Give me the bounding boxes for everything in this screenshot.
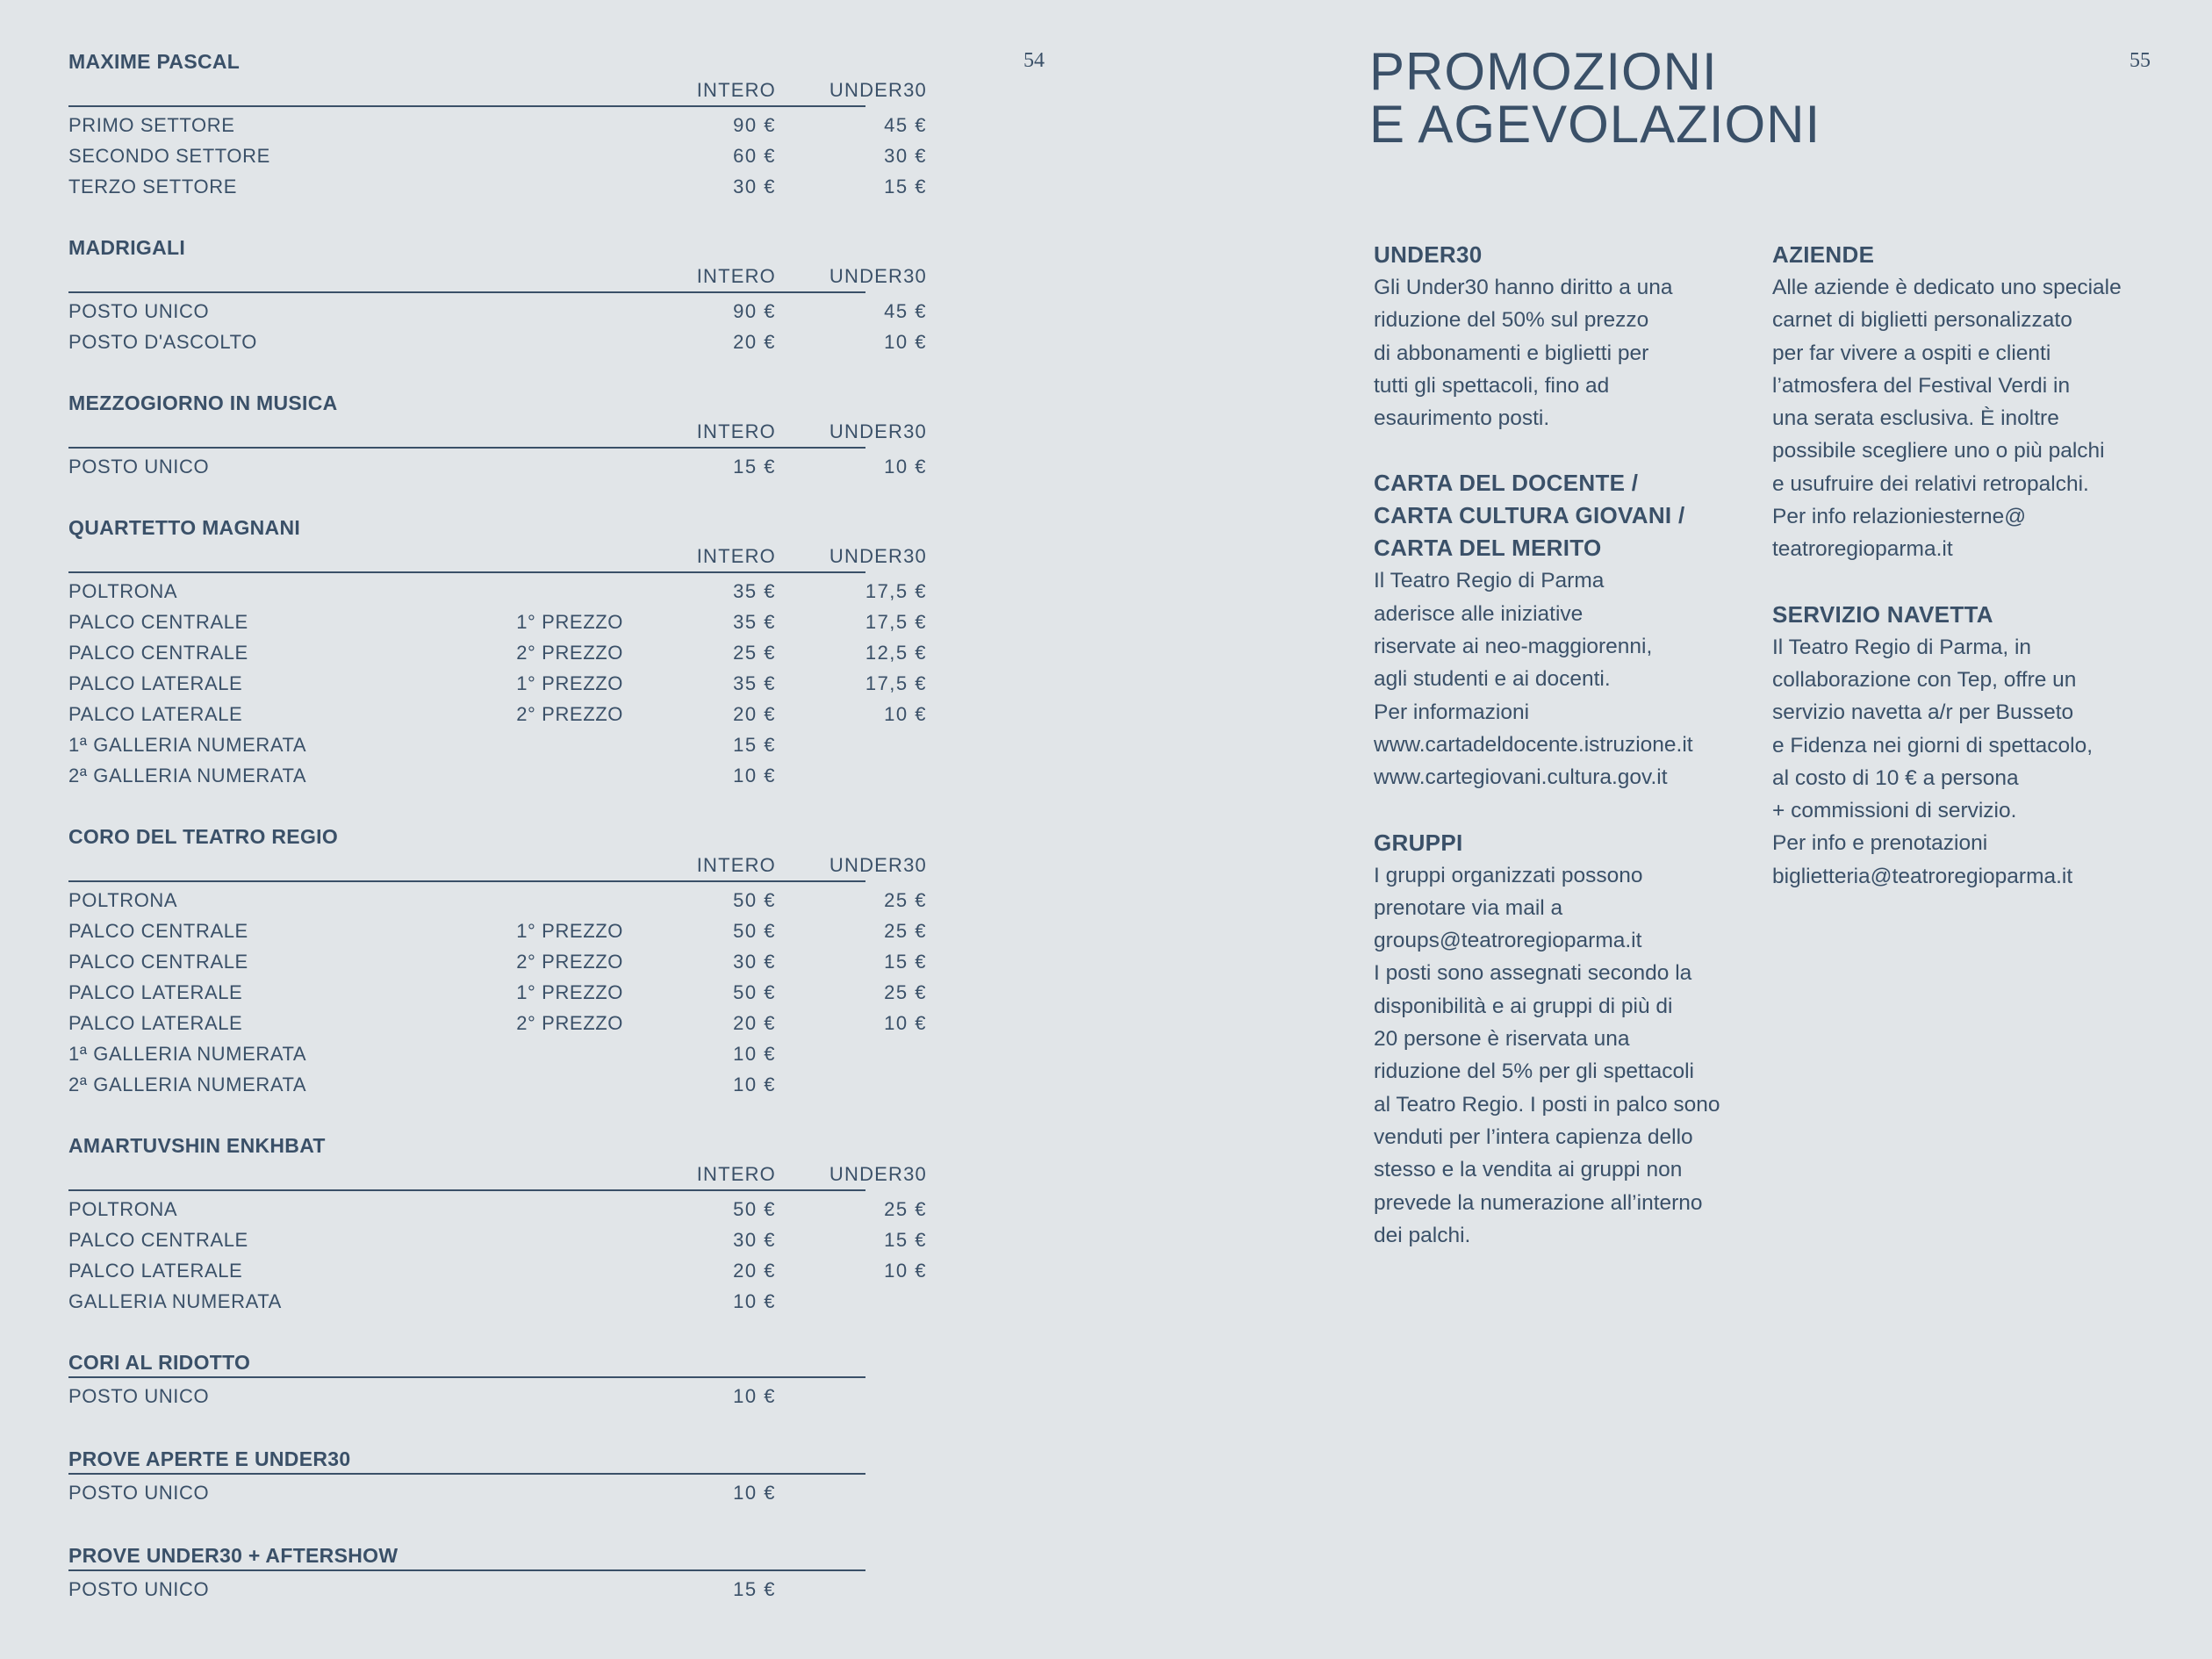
column-header-row	[68, 1160, 927, 1191]
price-under30: 25 €	[884, 1198, 927, 1220]
promo-text-line: dei palchi.	[1374, 1223, 1471, 1247]
column-header-intero: INTERO	[696, 1163, 776, 1185]
price-row	[68, 946, 927, 977]
price-row	[68, 110, 927, 140]
price-under30: 30 €	[884, 145, 927, 167]
price-intero: 15 €	[733, 1578, 776, 1600]
section-title: MEZZOGIORNO IN MUSICA	[68, 391, 338, 414]
price-row	[68, 637, 927, 668]
column-header-intero: INTERO	[696, 79, 776, 101]
promo-block	[1374, 467, 1751, 794]
seat-type: PALCO CENTRALE	[68, 951, 248, 973]
column-header-under30: UNDER30	[829, 79, 927, 101]
price-intero: 15 €	[733, 734, 776, 756]
price-intero: 50 €	[733, 981, 776, 1003]
promo-text-line: Per informazioni	[1374, 700, 1530, 724]
price-under30: 10 €	[884, 1012, 927, 1034]
promo-text-line: possibile scegliere uno o più palchi	[1772, 439, 2105, 463]
section-title: PROVE UNDER30 + AFTERSHOW	[68, 1541, 865, 1571]
seat-type: SECONDO SETTORE	[68, 145, 270, 167]
price-intero: 90 €	[733, 114, 776, 136]
price-row	[68, 1477, 865, 1508]
seat-type: PALCO LATERALE	[68, 703, 243, 725]
section-title: CORO DEL TEATRO REGIO	[68, 825, 339, 848]
promo-text-line: servizio navetta a/r per Busseto	[1772, 700, 2074, 725]
price-section	[68, 47, 927, 202]
promo-heading: CARTA DEL MERITO	[1374, 535, 1602, 562]
promo-text-line: e Fidenza nei giorni di spettacolo,	[1772, 733, 2093, 758]
price-intero: 20 €	[733, 1012, 776, 1034]
seat-type: 2ª GALLERIA NUMERATA	[68, 1074, 307, 1095]
price-section	[68, 1348, 865, 1411]
promo-text-line: Per info relazioniesterne@	[1772, 505, 2027, 529]
promo-block	[1374, 827, 1751, 1253]
promo-text-line: di abbonamenti e biglietti per	[1374, 341, 1649, 365]
price-under30: 25 €	[884, 889, 927, 911]
promo-text-line: Gli Under30 hanno diritto a una	[1374, 276, 1673, 299]
price-tier: 2° PREZZO	[516, 703, 623, 725]
column-header-under30: UNDER30	[829, 265, 927, 287]
price-under30: 10 €	[884, 331, 927, 353]
promo-text-line: Il Teatro Regio di Parma, in	[1772, 635, 2032, 659]
price-intero: 35 €	[733, 611, 776, 633]
price-under30: 10 €	[884, 456, 927, 478]
price-row	[68, 729, 865, 760]
price-intero: 10 €	[733, 765, 776, 786]
promo-heading: CARTA CULTURA GIOVANI /	[1374, 502, 1685, 529]
promo-text-line: per far vivere a ospiti e clienti	[1772, 341, 2051, 365]
price-intero: 35 €	[733, 672, 776, 694]
price-row	[68, 1255, 927, 1286]
promo-text-line: prenotare via mail a	[1374, 895, 1563, 920]
price-row	[68, 977, 927, 1008]
price-under30: 17,5 €	[865, 611, 927, 633]
promo-heading: CARTA DEL DOCENTE /	[1374, 470, 1639, 497]
column-header-row	[68, 262, 927, 293]
price-intero: 10 €	[733, 1074, 776, 1095]
seat-type: POSTO UNICO	[68, 456, 210, 478]
price-intero: 50 €	[733, 1198, 776, 1220]
section-title: PROVE APERTE E UNDER30	[68, 1445, 865, 1475]
price-section	[68, 1445, 865, 1508]
price-intero: 50 €	[733, 889, 776, 911]
promo-title-line: E AGEVOLAZIONI	[1369, 95, 1821, 154]
promo-text-line: riduzione del 5% per gli spettacoli	[1374, 1059, 1694, 1084]
column-header-intero: INTERO	[696, 545, 776, 567]
price-intero: 50 €	[733, 920, 776, 942]
price-intero: 10 €	[733, 1385, 776, 1407]
price-section	[68, 233, 927, 357]
promo-text-line: una serata esclusiva. È inoltre	[1772, 406, 2059, 431]
promo-text-line: al costo di 10 € a persona	[1772, 765, 2019, 790]
seat-type: POSTO UNICO	[68, 300, 210, 322]
price-row	[68, 885, 927, 916]
promo-text-line: riservate ai neo-maggiorenni,	[1374, 635, 1653, 659]
price-intero: 15 €	[733, 456, 776, 478]
seat-type: PALCO LATERALE	[68, 672, 243, 694]
price-row	[68, 451, 927, 482]
seat-type: PRIMO SETTORE	[68, 114, 235, 136]
seat-type: PALCO LATERALE	[68, 1260, 243, 1282]
seat-type: POSTO UNICO	[68, 1482, 210, 1504]
price-section	[68, 514, 927, 791]
promo-text-line: tutti gli spettacoli, fino ad	[1374, 373, 1610, 398]
seat-type: POLTRONA	[68, 1198, 178, 1220]
price-row	[68, 607, 927, 637]
promo-text-line: groups@teatroregioparma.it	[1374, 929, 1642, 953]
price-under30: 15 €	[884, 176, 927, 198]
seat-type: PALCO CENTRALE	[68, 611, 248, 633]
price-intero: 20 €	[733, 1260, 776, 1282]
column-header-row	[68, 75, 927, 107]
promo-text-line: disponibilità e ai gruppi di più di	[1374, 994, 1673, 1018]
promo-block	[1374, 239, 1751, 434]
promo-heading: AZIENDE	[1772, 241, 1875, 268]
price-section	[68, 822, 927, 1100]
promo-column-left	[1374, 239, 1751, 1284]
promo-text-line: I posti sono assegnati secondo la	[1374, 961, 1692, 986]
price-tier: 1° PREZZO	[516, 611, 623, 633]
seat-type: PALCO CENTRALE	[68, 1229, 248, 1251]
price-under30: 15 €	[884, 951, 927, 973]
price-under30: 25 €	[884, 981, 927, 1003]
page-number-right: 55	[2129, 49, 2151, 72]
price-row	[68, 668, 927, 699]
column-header-under30: UNDER30	[829, 545, 927, 567]
price-intero: 10 €	[733, 1482, 776, 1504]
promo-title-line: PROMOZIONI	[1369, 42, 1718, 101]
promo-block	[1772, 599, 2185, 893]
price-tier: 2° PREZZO	[516, 1012, 623, 1034]
seat-type: 1ª GALLERIA NUMERATA	[68, 734, 307, 756]
column-header-under30: UNDER30	[829, 420, 927, 442]
promo-text-line: Per info e prenotazioni	[1772, 831, 1988, 856]
price-row	[68, 760, 865, 791]
column-header-intero: INTERO	[696, 420, 776, 442]
column-header-row	[68, 851, 927, 882]
price-intero: 30 €	[733, 951, 776, 973]
price-under30: 45 €	[884, 114, 927, 136]
price-row	[68, 1574, 865, 1605]
price-intero: 20 €	[733, 703, 776, 725]
price-under30: 10 €	[884, 703, 927, 725]
promo-text-line: venduti per l’intera capienza dello	[1374, 1124, 1693, 1149]
promo-text-line: biglietteria@teatroregioparma.it	[1772, 864, 2073, 888]
price-tier: 1° PREZZO	[516, 981, 623, 1003]
seat-type: 1ª GALLERIA NUMERATA	[68, 1043, 307, 1065]
column-header-row	[68, 417, 927, 449]
seat-type: PALCO LATERALE	[68, 1012, 243, 1034]
promo-text-line: teatroregioparma.it	[1772, 537, 1953, 562]
price-intero: 35 €	[733, 580, 776, 602]
section-title: AMARTUVSHIN ENKHBAT	[68, 1134, 326, 1157]
section-title: QUARTETTO MAGNANI	[68, 516, 301, 539]
price-row	[68, 1008, 927, 1038]
price-row	[68, 916, 927, 946]
price-under30: 17,5 €	[865, 580, 927, 602]
price-row	[68, 1069, 865, 1100]
price-intero: 90 €	[733, 300, 776, 322]
price-row	[68, 296, 927, 327]
promo-text-line: I gruppi organizzati possono	[1374, 863, 1643, 887]
section-title: MAXIME PASCAL	[68, 50, 241, 73]
price-row	[68, 1224, 927, 1255]
promo-text-line: collaborazione con Tep, offre un	[1772, 667, 2077, 692]
promo-column-right	[1772, 239, 2185, 925]
promo-text-line: riduzione del 50% sul prezzo	[1374, 308, 1649, 333]
price-section	[68, 1541, 865, 1605]
price-tier: 2° PREZZO	[516, 951, 623, 973]
promo-text-line: prevede la numerazione all’interno	[1374, 1190, 1703, 1215]
price-intero: 10 €	[733, 1290, 776, 1312]
price-row	[68, 140, 927, 171]
column-header-intero: INTERO	[696, 265, 776, 287]
promo-text-line: www.cartegiovani.cultura.gov.it	[1374, 765, 1668, 790]
promo-text-line: e usufruire dei relativi retropalchi.	[1772, 471, 2089, 496]
price-intero: 20 €	[733, 331, 776, 353]
price-row	[68, 327, 927, 357]
promo-text-line: 20 persone è riservata una	[1374, 1027, 1630, 1052]
seat-type: GALLERIA NUMERATA	[68, 1290, 282, 1312]
price-row	[68, 1286, 865, 1317]
column-header-intero: INTERO	[696, 854, 776, 876]
price-list	[68, 47, 927, 1638]
column-header-row	[68, 542, 927, 573]
section-title: MADRIGALI	[68, 236, 186, 259]
price-tier: 2° PREZZO	[516, 642, 623, 664]
seat-type: POLTRONA	[68, 580, 178, 602]
promo-block	[1772, 239, 2185, 566]
promo-text-line: aderisce alle iniziative	[1374, 601, 1584, 626]
promo-title	[1369, 42, 1821, 154]
seat-type: POSTO UNICO	[68, 1385, 210, 1407]
promo-heading: SERVIZIO NAVETTA	[1772, 600, 1993, 628]
price-intero: 25 €	[733, 642, 776, 664]
promo-text-line: al Teatro Regio. I posti in palco sono	[1374, 1092, 1720, 1117]
promo-text-line: www.cartadeldocente.istruzione.it	[1374, 732, 1693, 757]
price-under30: 12,5 €	[865, 642, 927, 664]
price-section	[68, 389, 927, 482]
price-tier: 1° PREZZO	[516, 920, 623, 942]
promo-text-line: l’atmosfera del Festival Verdi in	[1772, 373, 2071, 398]
price-tier: 1° PREZZO	[516, 672, 623, 694]
price-row	[68, 576, 927, 607]
price-row	[68, 1381, 865, 1411]
price-intero: 30 €	[733, 176, 776, 198]
seat-type: POLTRONA	[68, 889, 178, 911]
promo-text-line: Alle aziende è dedicato uno speciale	[1772, 276, 2122, 299]
promo-text-line: + commissioni di servizio.	[1772, 799, 2017, 823]
promo-heading: GRUPPI	[1374, 829, 1463, 856]
price-under30: 25 €	[884, 920, 927, 942]
price-row	[68, 1038, 865, 1069]
price-under30: 45 €	[884, 300, 927, 322]
price-intero: 10 €	[733, 1043, 776, 1065]
seat-type: POSTO D'ASCOLTO	[68, 331, 257, 353]
price-row	[68, 171, 927, 202]
seat-type: TERZO SETTORE	[68, 176, 237, 198]
promo-text-line: Il Teatro Regio di Parma	[1374, 569, 1605, 593]
price-row	[68, 699, 927, 729]
column-header-under30: UNDER30	[829, 1163, 927, 1185]
seat-type: PALCO CENTRALE	[68, 642, 248, 664]
price-section	[68, 1131, 927, 1317]
seat-type: PALCO LATERALE	[68, 981, 243, 1003]
seat-type: 2ª GALLERIA NUMERATA	[68, 765, 307, 786]
price-under30: 17,5 €	[865, 672, 927, 694]
section-title: CORI AL RIDOTTO	[68, 1348, 865, 1378]
price-intero: 60 €	[733, 145, 776, 167]
promo-text-line: agli studenti e ai docenti.	[1374, 667, 1611, 692]
promo-text-line: esaurimento posti.	[1374, 406, 1550, 431]
page-number-left: 54	[1023, 49, 1045, 72]
promo-text-line: stesso e la vendita ai gruppi non	[1374, 1158, 1683, 1182]
price-under30: 10 €	[884, 1260, 927, 1282]
seat-type: POSTO UNICO	[68, 1578, 210, 1600]
price-row	[68, 1194, 927, 1224]
price-intero: 30 €	[733, 1229, 776, 1251]
column-header-under30: UNDER30	[829, 854, 927, 876]
promo-text-line: carnet di biglietti personalizzato	[1772, 308, 2072, 333]
seat-type: PALCO CENTRALE	[68, 920, 248, 942]
promo-heading: UNDER30	[1374, 241, 1483, 268]
price-under30: 15 €	[884, 1229, 927, 1251]
